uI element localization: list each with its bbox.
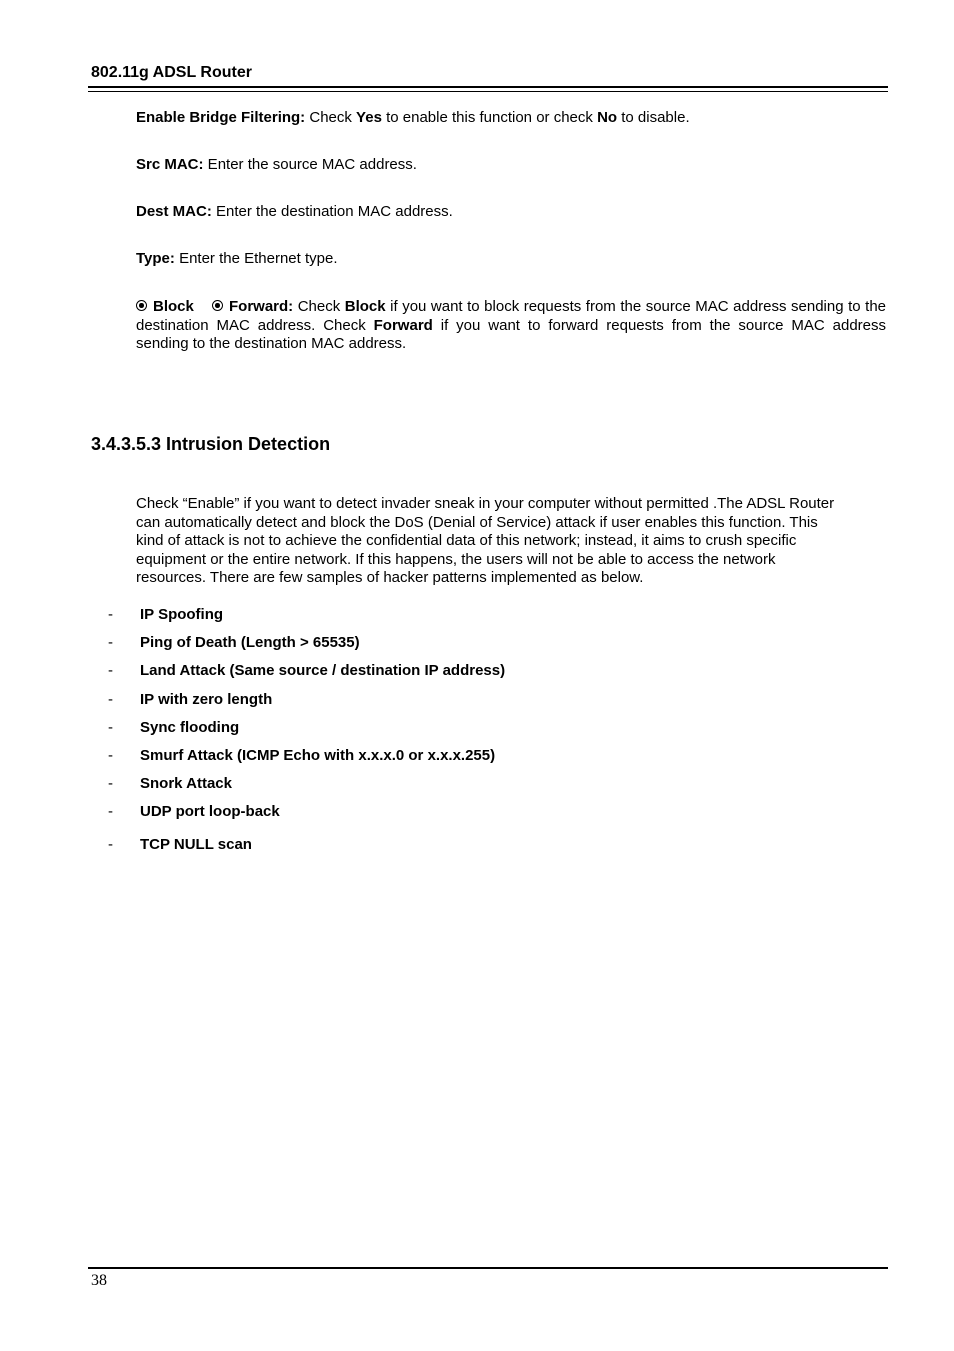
forward-option-label: Forward: <box>229 298 294 315</box>
field-label: Enable Bridge Filtering: <box>136 109 306 126</box>
intro-line: Check “Enable” if you want to detect invader sneak in your computer without permitted .The ADSL Router <box>136 495 835 512</box>
intro-line: can automatically detect and block the DoS (Denial of Service) attack if user enables this function. This <box>136 513 818 531</box>
block-forward-description: Block Forward: Check Block if you want to block requests from the source MAC address sending to the destination MAC address. Check Forward if you want to forward requests from the source MAC address sending to the destination MAC address. <box>136 298 887 352</box>
intro-line: kind of attack is not to achieve the confidential data of this network; instead, it aims to crush specific <box>136 532 797 549</box>
list-item-label: IP Spoofing <box>140 606 224 623</box>
field-src-mac: Src MAC: Enter the source MAC address. <box>136 156 417 173</box>
radio-selected-icon <box>212 300 223 311</box>
list-item-label: TCP NULL scan <box>140 836 252 853</box>
list-item-label: Snork Attack <box>140 775 232 792</box>
list-dash: - <box>108 634 113 651</box>
list-dash: - <box>108 691 113 708</box>
field-enable-bridge-filtering: Enable Bridge Filtering: Check Yes to enable this function or check No to disable. <box>136 109 690 126</box>
section-heading: 3.4.3.5.3 Intrusion Detection <box>91 434 331 454</box>
page-header-title: 802.11g ADSL Router <box>91 64 252 81</box>
field-label: Dest MAC: <box>136 203 212 220</box>
list-dash: - <box>108 747 113 764</box>
intro-line: resources. There are few samples of hacker patterns implemented as below. <box>136 569 644 586</box>
list-dash: - <box>108 606 113 623</box>
list-dash: - <box>108 662 113 679</box>
list-dash: - <box>108 775 113 792</box>
list-dash: - <box>108 803 113 820</box>
field-label: Src MAC: <box>136 156 204 173</box>
footer-divider <box>88 1267 888 1269</box>
list-dash: - <box>108 836 113 853</box>
list-item-label: Sync flooding <box>140 719 240 736</box>
page-number: 38 <box>91 1272 107 1289</box>
list-item-label: Land Attack (Same source / destination IP address) <box>140 662 506 679</box>
header-divider <box>88 86 888 92</box>
field-type: Type: Enter the Ethernet type. <box>136 250 338 267</box>
list-item-label: Ping of Death (Length > 65535) <box>140 634 360 651</box>
radio-selected-icon <box>136 300 147 311</box>
field-label: Type: <box>136 250 175 267</box>
list-item-label: IP with zero length <box>140 691 273 708</box>
list-dash: - <box>108 719 113 736</box>
block-option-label: Block <box>153 298 194 315</box>
list-item-label: Smurf Attack (ICMP Echo with x.x.x.0 or x.x.x.255) <box>140 747 496 764</box>
intro-paragraph <box>136 495 886 588</box>
list-item-label: UDP port loop-back <box>140 803 280 820</box>
intro-line: equipment or the entire network. If this happens, the users will not be able to access the network <box>136 550 776 568</box>
field-dest-mac: Dest MAC: Enter the destination MAC address. <box>136 203 453 220</box>
